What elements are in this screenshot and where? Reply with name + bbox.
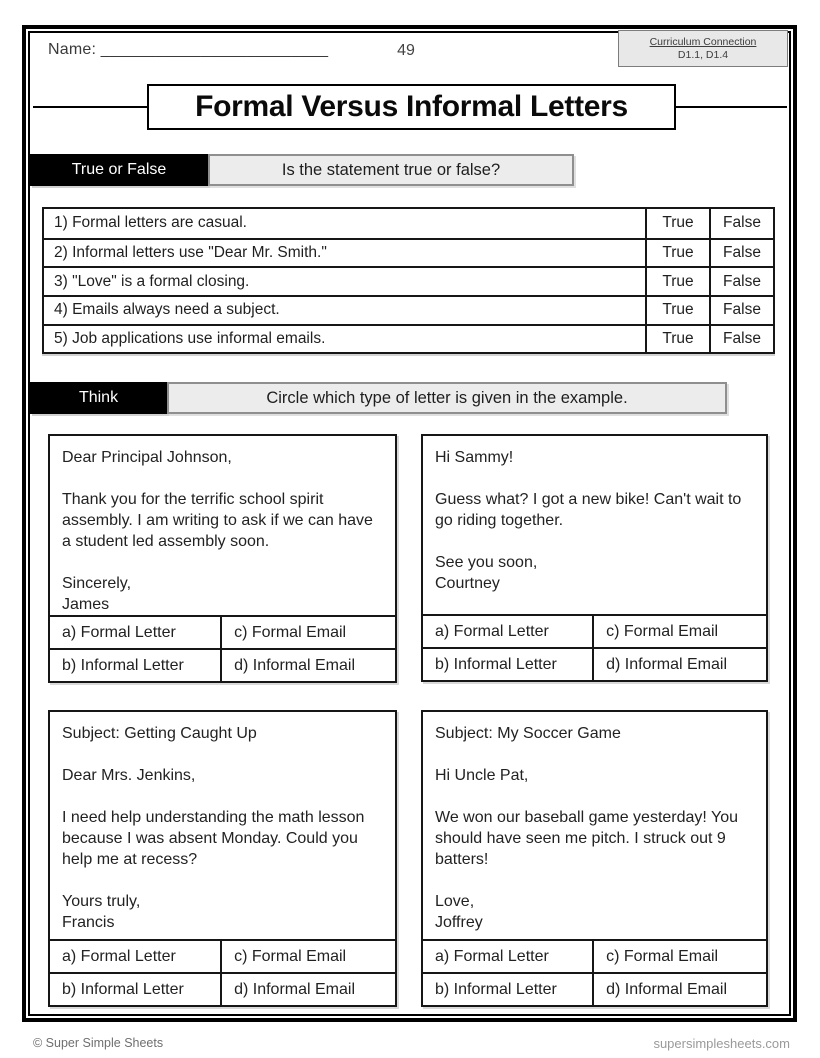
true-option-1[interactable]: True [645, 209, 709, 238]
exercise-2-option-d[interactable]: d) Informal Email [592, 649, 766, 680]
answer-row [50, 615, 395, 648]
true-option-4[interactable]: True [645, 297, 709, 324]
exercise-3-option-b[interactable]: b) Informal Letter [62, 980, 184, 998]
exercise-1-option-c[interactable]: c) Formal Email [220, 617, 395, 648]
exercise-box-1 [48, 434, 397, 683]
letter-text-3: Subject: Getting Caught Up Dear Mrs. Jenkins, I need help understanding the math lesson because I was absent Monday. Could you help me at recess? Yours truly, Francis [62, 725, 365, 931]
statement-3: 3) "Love" is a formal closing. [54, 272, 250, 290]
exercise-3-option-c[interactable]: c) Formal Email [220, 941, 395, 972]
answer-row [423, 614, 766, 647]
false-option-5[interactable]: False [709, 326, 773, 353]
false-option-1[interactable]: False [709, 209, 773, 238]
table-row [44, 209, 773, 238]
exercise-2-option-c[interactable]: c) Formal Email [592, 616, 766, 647]
true-false-table [42, 207, 775, 354]
website-link[interactable]: supersimplesheets.com [653, 1036, 790, 1051]
exercise-4-option-a[interactable]: a) Formal Letter [435, 947, 549, 965]
statement-5: 5) Job applications use informal emails. [54, 330, 326, 348]
table-row [44, 238, 773, 267]
exercise-4-option-d[interactable]: d) Informal Email [592, 974, 766, 1005]
statement-4: 4) Emails always need a subject. [54, 301, 280, 319]
table-row [44, 324, 773, 353]
section-instruction-true-or-false: Is the statement true or false? [208, 154, 574, 186]
exercise-3-option-d[interactable]: d) Informal Email [220, 974, 395, 1005]
exercise-box-4 [421, 710, 768, 1007]
true-option-3[interactable]: True [645, 268, 709, 295]
page-title: Formal Versus Informal Letters [147, 84, 676, 130]
answer-row [50, 939, 395, 972]
false-option-2[interactable]: False [709, 240, 773, 267]
table-row [44, 266, 773, 295]
curriculum-connection-box [618, 30, 788, 67]
section-instruction-think: Circle which type of letter is given in the example. [167, 382, 727, 414]
table-row [44, 295, 773, 324]
exercise-1-option-b[interactable]: b) Informal Letter [62, 656, 184, 674]
true-option-2[interactable]: True [645, 240, 709, 267]
answer-row [50, 648, 395, 681]
section-label-true-or-false: True or False [30, 154, 208, 186]
name-field[interactable] [48, 41, 328, 59]
statement-2: 2) Informal letters use "Dear Mr. Smith." [54, 244, 327, 262]
statement-1: 1) Formal letters are casual. [54, 214, 247, 232]
answer-row [423, 972, 766, 1005]
curriculum-codes: D1.1, D1.4 [677, 48, 729, 61]
name-label: Name: [48, 41, 97, 58]
letter-text-1: Dear Principal Johnson, Thank you for the terrific school spirit assembly. I am writing to ask if we can have a student led assembly soon. Sincerely, James [62, 449, 373, 613]
exercise-box-3 [48, 710, 397, 1007]
exercise-1-option-a[interactable]: a) Formal Letter [62, 623, 176, 641]
exercise-3-option-a[interactable]: a) Formal Letter [62, 947, 176, 965]
letter-text-2: Hi Sammy! Guess what? I got a new bike! Can't wait to go riding together. See you soon, Courtney [435, 449, 742, 592]
exercise-4-option-b[interactable]: b) Informal Letter [435, 980, 557, 998]
answer-row [50, 972, 395, 1005]
exercise-2-option-a[interactable]: a) Formal Letter [435, 622, 549, 640]
exercise-4-option-c[interactable]: c) Formal Email [592, 941, 766, 972]
answer-row [423, 647, 766, 680]
false-option-3[interactable]: False [709, 268, 773, 295]
letter-text-4: Subject: My Soccer Game Hi Uncle Pat, We won our baseball game yesterday! You should have seen me pitch. I struck out 9 batters! Love, Joffrey [435, 725, 739, 931]
copyright-text: © Super Simple Sheets [33, 1036, 164, 1050]
section-label-think: Think [30, 382, 167, 414]
true-option-5[interactable]: True [645, 326, 709, 353]
curriculum-connection-title: Curriculum Connection [649, 35, 757, 48]
name-blank-line[interactable]: _________________________ [100, 41, 329, 58]
page-number: 49 [397, 42, 415, 59]
answer-row [423, 939, 766, 972]
exercise-1-option-d[interactable]: d) Informal Email [220, 650, 395, 681]
exercise-2-option-b[interactable]: b) Informal Letter [435, 655, 557, 673]
exercise-box-2 [421, 434, 768, 682]
false-option-4[interactable]: False [709, 297, 773, 324]
